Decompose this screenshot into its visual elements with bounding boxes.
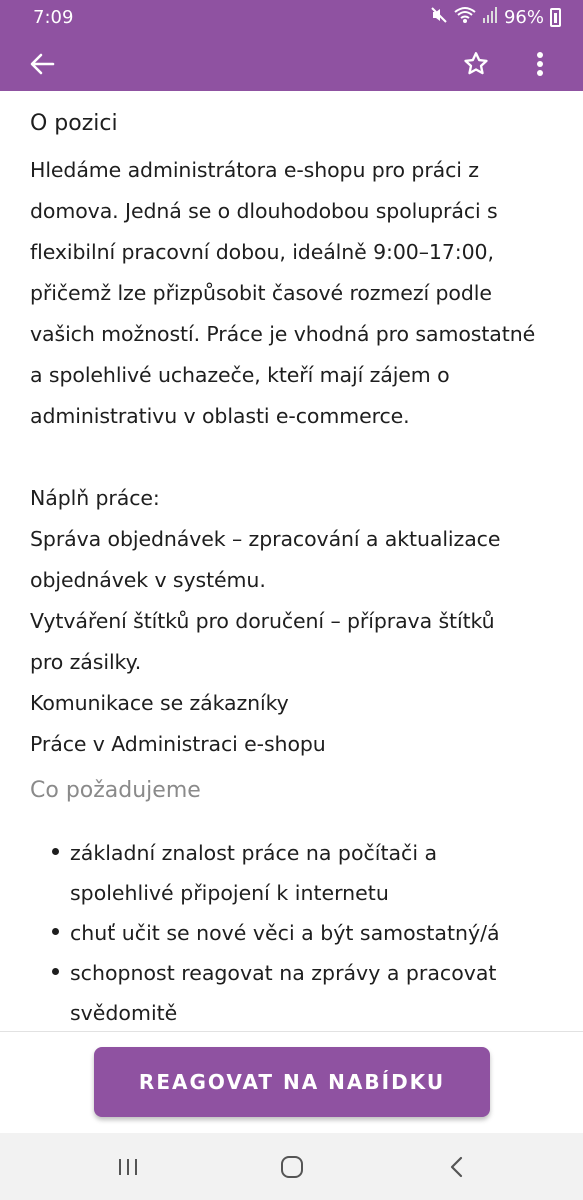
description-line: vašich možností. Práce je vhodná pro samostatné xyxy=(30,322,536,346)
description-line: administrativu v oblasti e-commerce. xyxy=(30,404,410,428)
requirements-heading: Co požadujeme xyxy=(30,778,201,803)
requirement-item xyxy=(52,953,553,1031)
app-bar xyxy=(0,0,583,91)
more-vert-icon xyxy=(536,51,544,77)
duties-line: pro zásilky. xyxy=(30,650,142,674)
battery-icon xyxy=(550,8,561,27)
recents-icon xyxy=(117,1157,139,1177)
requirement-item xyxy=(52,913,553,953)
requirement-line: základní znalost práce na počítači a xyxy=(70,841,438,865)
description-line: domova. Jedná se o dlouhodobou spolupráci s xyxy=(30,199,498,223)
section-title: O pozici xyxy=(30,111,118,136)
home-icon xyxy=(280,1155,304,1179)
favorite-button[interactable] xyxy=(454,42,498,86)
description-line: flexibilní pracovní dobou, ideálně 9:00–17:00, xyxy=(30,240,494,264)
battery-percentage: 96% xyxy=(503,7,544,28)
job-description xyxy=(30,150,553,765)
duties-line: Náplň práce: xyxy=(30,486,160,510)
recents-button[interactable] xyxy=(108,1149,148,1185)
job-content[interactable] xyxy=(0,91,583,1031)
arrow-back-icon xyxy=(29,51,55,77)
duties-line: Komunikace se zákazníky xyxy=(30,691,289,715)
requirement-line: chuť učit se nové věci a být samostatný/á xyxy=(70,921,500,945)
mute-icon xyxy=(430,6,448,29)
duties-line: Práce v Administraci e-shopu xyxy=(30,732,326,756)
blank-line xyxy=(30,437,553,478)
system-back-button[interactable] xyxy=(436,1149,476,1185)
duties-line: Správa objednávek – zpracování a aktualizace xyxy=(30,527,501,551)
action-area xyxy=(0,1032,583,1133)
status-icons xyxy=(430,6,561,29)
description-line: přičemž lze přizpůsobit časové rozmezí podle xyxy=(30,281,492,305)
requirement-line: svědomitě xyxy=(70,1001,178,1025)
requirement-line: schopnost reagovat na zprávy a pracovat xyxy=(70,961,497,985)
duties-line: Vytváření štítků pro doručení – příprava štítků xyxy=(30,609,495,633)
star-outline-icon xyxy=(462,50,490,78)
system-navigation-bar xyxy=(0,1133,583,1200)
signal-icon xyxy=(482,6,498,29)
more-options-button[interactable] xyxy=(518,42,562,86)
back-button[interactable] xyxy=(20,42,64,86)
wifi-icon xyxy=(454,6,476,29)
toolbar xyxy=(0,36,583,91)
requirement-line: spolehlivé připojení k internetu xyxy=(70,881,389,905)
respond-to-offer-button[interactable]: REAGOVAT NA NABÍDKU xyxy=(94,1047,490,1117)
description-line: Hledáme administrátora e-shopu pro práci z xyxy=(30,158,479,182)
duties-line: objednávek v systému. xyxy=(30,568,266,592)
requirement-item xyxy=(52,833,553,913)
home-button[interactable] xyxy=(272,1149,312,1185)
requirements-list xyxy=(52,833,553,1031)
status-bar xyxy=(0,0,583,36)
chevron-left-icon xyxy=(449,1156,463,1178)
status-time: 7:09 xyxy=(33,7,74,28)
description-line: a spolehlivé uchazeče, kteří mají zájem o xyxy=(30,363,450,387)
